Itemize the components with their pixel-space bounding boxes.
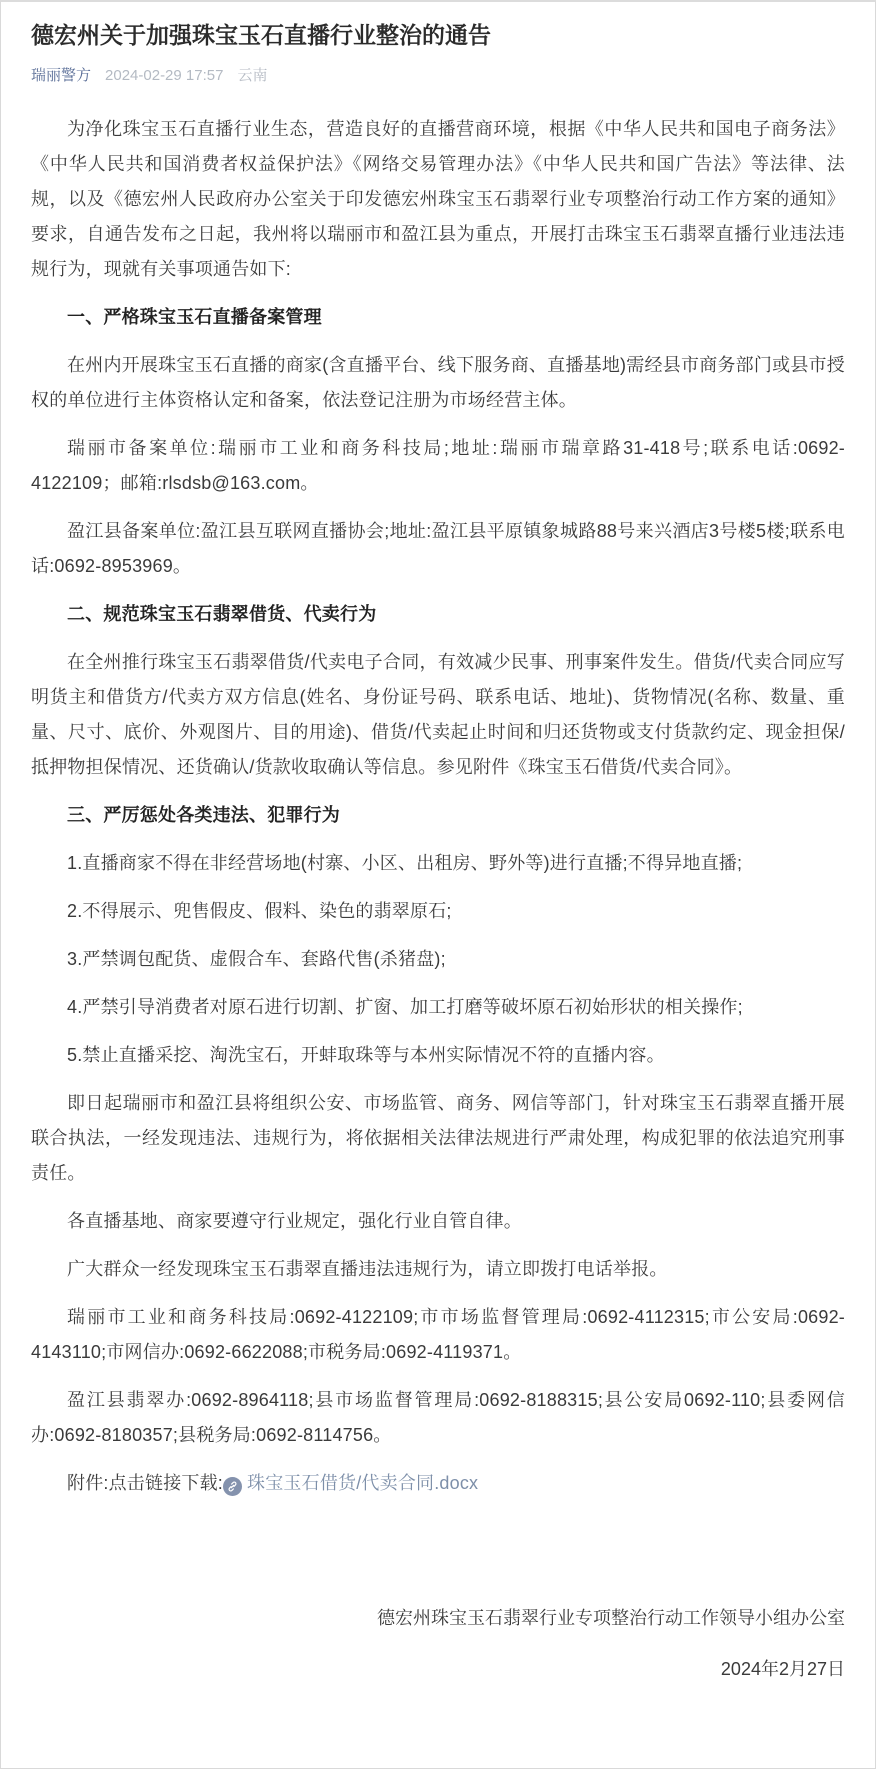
paragraph-ruili-hotlines: 瑞丽市工业和商务科技局:0692-4122109;市市场监督管理局:0692-4112315;市公安局:0692-4143110;市网信办:0692-6622088;市税务局:0692-4119371。 xyxy=(31,1307,845,1362)
section-heading-2: 二、规范珠宝玉石翡翠借货、代卖行为 xyxy=(67,604,377,624)
link-icon xyxy=(223,1477,242,1496)
intro-paragraph: 为净化珠宝玉石直播行业生态，营造良好的直播营商环境，根据《中华人民共和国电子商务法》《中华人民共和国消费者权益保护法》《网络交易管理办法》《中华人民共和国广告法》等法律、法规，以及《德宏州人民政府办公室关于印发德宏州珠宝玉石翡翠行业专项整治行动工作方案的通知》要求，自通告发布之日起，我州将以瑞丽市和盈江县为重点，开展打击珠宝玉石翡翠直播行业违法违规行为，现就有关事项通告如下: xyxy=(31,119,845,279)
paragraph-yingjiang-hotlines: 盈江县翡翠办:0692-8964118;县市场监督管理局:0692-8188315;县公安局0692-110;县委网信办:0692-8180357;县税务局:0692-8114756。 xyxy=(31,1390,845,1445)
article-meta xyxy=(31,65,845,86)
publish-datetime: 2024-02-29 17:57 xyxy=(105,67,224,84)
attachment-line xyxy=(31,1466,845,1501)
article-footer xyxy=(31,1601,845,1687)
paragraph: 在州内开展珠宝玉石直播的商家(含直播平台、线下服务商、直播基地)需经县市商务部门或县市授权的单位进行主体资格认定和备案，依法登记注册为市场经营主体。 xyxy=(31,355,845,410)
section-heading-3: 三、严厉惩处各类违法、犯罪行为 xyxy=(67,805,340,825)
attachment-filename: 珠宝玉石借货/代卖合同.docx xyxy=(247,1473,479,1493)
paragraph-ruili-registration: 瑞丽市备案单位:瑞丽市工业和商务科技局;地址:瑞丽市瑞章路31-418号;联系电话:0692-4122109；邮箱:rlsdsb@163.com。 xyxy=(31,438,845,493)
paragraph: 在全州推行珠宝玉石翡翠借货/代卖电子合同，有效减少民事、刑事案件发生。借货/代卖合同应写明货主和借货方/代卖方双方信息(姓名、身份证号码、联系电话、地址)、货物情况(名称、数量、重量、尺寸、底价、外观图片、目的用途)、借货/代卖起止时间和归还货物或支付货款约定、现金担保/抵押物担保情况、还货确认/货款收取确认等信息。参见附件《珠宝玉石借货/代卖合同》。 xyxy=(31,652,845,777)
attachment-label: 附件:点击链接下载: xyxy=(67,1473,224,1493)
publish-location: 云南 xyxy=(237,67,268,84)
list-item-5: 5.禁止直播采挖、淘洗宝石，开蚌取珠等与本州实际情况不符的直播内容。 xyxy=(67,1045,665,1065)
list-item-1: 1.直播商家不得在非经营场地(村寨、小区、出租房、野外等)进行直播;不得异地直播; xyxy=(67,853,743,873)
paragraph-self-discipline: 各直播基地、商家要遵守行业规定，强化行业自管自律。 xyxy=(67,1211,522,1231)
signing-date: 2024年2月27日 xyxy=(720,1659,845,1679)
section-heading-1: 一、严格珠宝玉石直播备案管理 xyxy=(67,307,322,327)
paragraph-report-call: 广大群众一经发现珠宝玉石翡翠直播违法违规行为，请立即拨打电话举报。 xyxy=(67,1259,668,1279)
signing-organization: 德宏州珠宝玉石翡翠行业专项整治行动工作领导小组办公室 xyxy=(377,1608,845,1628)
attachment-download-link[interactable] xyxy=(223,1473,478,1493)
paragraph-enforcement: 即日起瑞丽市和盈江县将组织公安、市场监管、商务、网信等部门，针对珠宝玉石翡翠直播开展联合执法，一经发现违法、违规行为，将依据相关法律法规进行严肃处理，构成犯罪的依法追究刑事责任。 xyxy=(31,1093,845,1183)
list-item-4: 4.严禁引导消费者对原石进行切割、扩窗、加工打磨等破坏原石初始形状的相关操作; xyxy=(67,997,743,1017)
article-body xyxy=(31,112,845,1501)
author-link[interactable]: 瑞丽警方 xyxy=(31,67,92,84)
list-item-2: 2.不得展示、兜售假皮、假料、染色的翡翠原石; xyxy=(67,901,452,921)
list-item-3: 3.严禁调包配货、虚假合车、套路代售(杀猪盘); xyxy=(67,949,446,969)
paragraph-yingjiang-registration: 盈江县备案单位:盈江县互联网直播协会;地址:盈江县平原镇象城路88号来兴酒店3号楼5楼;联系电话:0692-8953969。 xyxy=(31,521,845,576)
page-title: 德宏州关于加强珠宝玉石直播行业整治的通告 xyxy=(31,22,491,48)
